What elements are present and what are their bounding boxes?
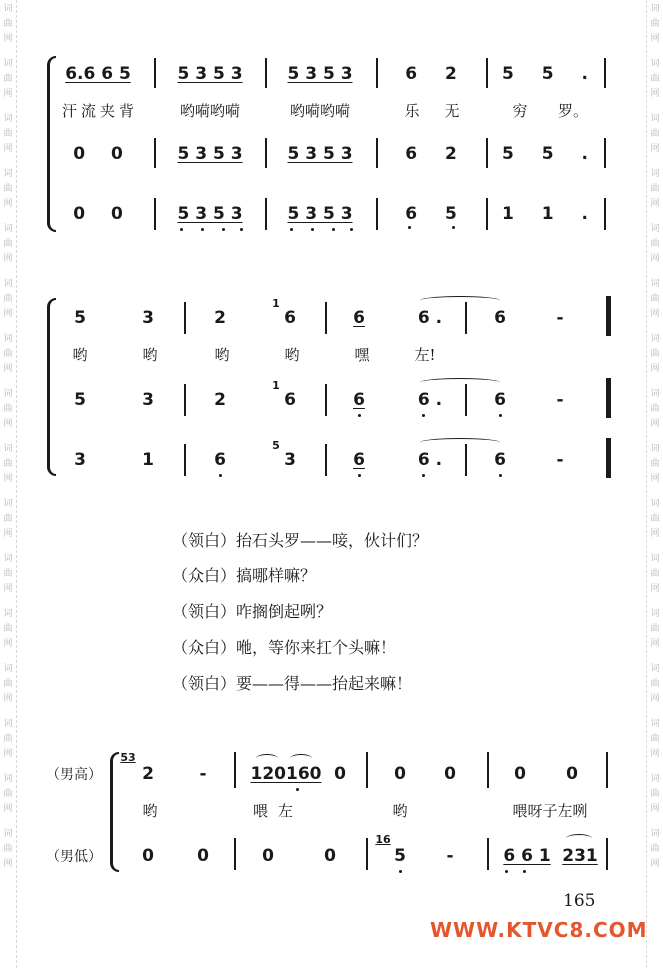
octave-dot (332, 228, 335, 231)
watermark-glyph: 网 (3, 199, 13, 209)
lyric: 乐 (404, 102, 420, 120)
barline (234, 838, 236, 870)
lyric: 穷 (512, 102, 528, 120)
note-cell: 6 (353, 308, 365, 328)
note-cell: 5 3 5 3 (177, 204, 243, 224)
note-cell: 6 . (417, 390, 443, 410)
watermark-glyph: 词 (3, 114, 13, 124)
lyric: 汗流夹背 (61, 102, 139, 120)
note-cell: 5 3 5 3 (287, 64, 353, 84)
watermark-glyph: 网 (650, 144, 660, 154)
note-cell: 6 6 1 (503, 846, 551, 866)
watermark-glyph: 词 (3, 224, 13, 234)
barline (265, 58, 267, 88)
watermark-glyph: 网 (3, 254, 13, 264)
voice-label-low: （男低） (46, 849, 102, 865)
watermark-glyph: 词 (650, 334, 660, 344)
octave-dot (452, 226, 455, 229)
watermark-glyph: 词 (3, 4, 13, 14)
barline (606, 838, 608, 870)
watermark-glyph: 曲 (650, 734, 660, 744)
watermark-glyph: 词 (650, 609, 660, 619)
barline (486, 138, 488, 168)
dialogue-line: （众白）搞哪样嘛？ (172, 566, 317, 585)
watermark-glyph: 曲 (650, 624, 660, 634)
note-cell: 5 (74, 308, 86, 328)
barline (486, 198, 488, 230)
octave-dot (422, 474, 425, 477)
watermark-glyph: 词 (650, 444, 660, 454)
watermark-glyph: 曲 (650, 514, 660, 524)
octave-dot (358, 474, 361, 477)
octave-dot (422, 414, 425, 417)
lyric: 哟 (72, 346, 88, 364)
note-cell: 0 (262, 846, 274, 866)
grace-note: 5 (272, 439, 280, 452)
tie-arc (420, 296, 500, 305)
tie-arc (420, 438, 500, 447)
watermark-glyph: 词 (3, 829, 13, 839)
watermark-glyph: 词 (650, 279, 660, 289)
note-cell: 5 3 5 3 (177, 64, 243, 84)
site-watermark: WWW.KTVC8.COM (430, 918, 648, 942)
note-cell: 0 (514, 764, 526, 784)
watermark-glyph: 词 (3, 664, 13, 674)
watermark-glyph: 网 (3, 34, 13, 44)
lyric: 哟 (284, 346, 300, 364)
watermark-glyph: 曲 (3, 349, 13, 359)
barline (606, 752, 608, 788)
watermark-glyph: 网 (650, 694, 660, 704)
watermark-glyph: 曲 (650, 184, 660, 194)
octave-dot (201, 228, 204, 231)
watermark-glyph: 曲 (650, 129, 660, 139)
lyric: 哟 (392, 802, 408, 820)
watermark-glyph: 网 (3, 584, 13, 594)
right-watermark-strip (646, 0, 663, 968)
note-cell: 0 (566, 764, 578, 784)
note-cell: 5 3 5 3 (287, 144, 353, 164)
watermark-glyph: 曲 (3, 459, 13, 469)
barline (184, 444, 186, 476)
octave-dot (296, 788, 299, 791)
tie-arc (256, 754, 278, 763)
note-cell: - (446, 846, 454, 866)
barline (325, 302, 327, 334)
lyric: 哟 (142, 346, 158, 364)
watermark-glyph: 词 (3, 279, 13, 289)
octave-dot (219, 474, 222, 477)
watermark-glyph: 网 (3, 364, 13, 374)
lyric: 哟嗬哟嗬 (179, 102, 241, 120)
dialogue-line: （领白）抬石头罗——唼，伙计们？ (172, 531, 429, 550)
barline (184, 384, 186, 416)
watermark-glyph: 网 (3, 529, 13, 539)
lyric: 哟 (214, 346, 230, 364)
watermark-glyph: 词 (3, 774, 13, 784)
watermark-glyph: 词 (650, 114, 660, 124)
watermark-glyph: 词 (650, 664, 660, 674)
watermark-glyph: 曲 (650, 349, 660, 359)
note-cell: 1 (142, 450, 154, 470)
note-cell: 6 (353, 390, 365, 410)
note-cell: 6 (494, 450, 506, 470)
octave-dot (523, 870, 526, 873)
note-cell: 5 (394, 846, 406, 866)
watermark-glyph: 网 (650, 639, 660, 649)
watermark-glyph: 网 (650, 584, 660, 594)
lyric: 喂呀子左咧 (512, 802, 588, 820)
watermark-glyph: 词 (3, 389, 13, 399)
note-cell: 6.6 6 5 (65, 64, 131, 84)
system-bracket (47, 56, 56, 232)
system-bracket (110, 752, 119, 872)
watermark-glyph: 曲 (650, 239, 660, 249)
octave-dot (505, 870, 508, 873)
note-cell: 0 0 (73, 204, 123, 224)
watermark-glyph: 网 (3, 309, 13, 319)
watermark-glyph: 词 (650, 4, 660, 14)
note-cell: 0 (334, 764, 346, 784)
lyric: 喂左 (252, 802, 304, 820)
watermark-glyph: 网 (650, 749, 660, 759)
watermark-glyph: 网 (650, 89, 660, 99)
page-number: 165 (563, 891, 596, 911)
watermark-glyph: 词 (650, 389, 660, 399)
watermark-glyph: 词 (3, 609, 13, 619)
watermark-glyph: 网 (650, 34, 660, 44)
barline (604, 138, 606, 168)
note-cell: 6 (353, 450, 365, 470)
octave-dot (499, 474, 502, 477)
watermark-glyph: 词 (3, 444, 13, 454)
watermark-glyph: 词 (3, 334, 13, 344)
barline (234, 752, 236, 788)
note-cell: 0 0 (73, 144, 123, 164)
barline (465, 302, 467, 334)
note-cell: 5 3 5 3 (287, 204, 353, 224)
watermark-glyph: 网 (650, 199, 660, 209)
note-cell: 3 (74, 450, 86, 470)
watermark-glyph: 网 (650, 309, 660, 319)
barline (465, 444, 467, 476)
octave-dot (180, 228, 183, 231)
watermark-glyph: 网 (3, 474, 13, 484)
watermark-glyph: 网 (650, 254, 660, 264)
barline (376, 58, 378, 88)
grace-note: 16 (375, 833, 391, 846)
final-barline (606, 378, 611, 418)
note-cell: 1 1 . (502, 204, 588, 224)
octave-dot (311, 228, 314, 231)
voice-label-high: （男高） (46, 767, 102, 783)
grace-note: 1 (272, 297, 280, 310)
watermark-glyph: 曲 (3, 19, 13, 29)
note-cell: 6 . (417, 308, 443, 328)
watermark-glyph: 网 (3, 749, 13, 759)
watermark-glyph: 曲 (3, 569, 13, 579)
watermark-glyph: 词 (650, 774, 660, 784)
barline (604, 198, 606, 230)
watermark-glyph: 词 (3, 719, 13, 729)
watermark-glyph: 曲 (650, 404, 660, 414)
note-cell: 6 (494, 308, 506, 328)
watermark-glyph: 词 (3, 169, 13, 179)
note-cell: - (556, 308, 564, 328)
watermark-glyph: 网 (650, 804, 660, 814)
note-cell: 3 (142, 390, 154, 410)
watermark-glyph: 曲 (3, 404, 13, 414)
lyric: 嘿 (354, 346, 370, 364)
watermark-glyph: 网 (3, 639, 13, 649)
note-cell: 0 (324, 846, 336, 866)
note-cell: 0 (197, 846, 209, 866)
watermark-glyph: 曲 (3, 844, 13, 854)
grace-note: 1 (272, 379, 280, 392)
dialogue-line: （众白）咃，等你来扛个头嘛！ (172, 638, 397, 657)
octave-dot (240, 228, 243, 231)
octave-dot (408, 226, 411, 229)
note-cell: 120160 (250, 764, 322, 784)
watermark-glyph: 词 (3, 554, 13, 564)
watermark-glyph: 词 (650, 719, 660, 729)
tie-arc (420, 378, 500, 387)
note-cell: 3 (142, 308, 154, 328)
note-cell: 2 (142, 764, 154, 784)
final-barline (606, 438, 611, 478)
note-cell: - (556, 450, 564, 470)
barline (376, 138, 378, 168)
note-cell: - (556, 390, 564, 410)
note-cell: - (199, 764, 207, 784)
watermark-glyph: 曲 (3, 624, 13, 634)
dialogue-line: （领白）咋搁倒起咧？ (172, 602, 333, 621)
lyric: 哟 (142, 802, 158, 820)
watermark-glyph: 词 (3, 499, 13, 509)
watermark-glyph: 网 (3, 859, 13, 869)
octave-dot (358, 414, 361, 417)
system-bracket (47, 298, 56, 476)
watermark-glyph: 网 (650, 859, 660, 869)
note-cell: 3 (284, 450, 296, 470)
barline (265, 198, 267, 230)
watermark-glyph: 网 (3, 694, 13, 704)
watermark-glyph: 曲 (650, 294, 660, 304)
watermark-glyph: 曲 (3, 514, 13, 524)
barline (487, 752, 489, 788)
watermark-glyph: 曲 (650, 844, 660, 854)
barline (184, 302, 186, 334)
watermark-glyph: 曲 (3, 74, 13, 84)
watermark-glyph: 曲 (3, 789, 13, 799)
barline (154, 58, 156, 88)
octave-dot (499, 414, 502, 417)
dialogue-line: （领白）要——得——抬起来嘛！ (172, 674, 413, 693)
note-cell: 2 (214, 390, 226, 410)
barline (265, 138, 267, 168)
watermark-glyph: 词 (650, 554, 660, 564)
note-cell: 6 (284, 390, 296, 410)
note-cell: 5 3 5 3 (177, 144, 243, 164)
watermark-glyph: 网 (3, 89, 13, 99)
note-cell: 5 5 . (502, 144, 588, 164)
watermark-glyph: 网 (3, 419, 13, 429)
barline (487, 838, 489, 870)
final-barline (606, 296, 611, 336)
lyric: 无 (444, 102, 460, 120)
watermark-glyph: 曲 (650, 569, 660, 579)
watermark-glyph: 曲 (3, 679, 13, 689)
barline (325, 384, 327, 416)
lyric: 左! (414, 346, 436, 364)
watermark-glyph: 曲 (3, 734, 13, 744)
note-cell: 2 (214, 308, 226, 328)
note-cell: 6 (214, 450, 226, 470)
barline (154, 198, 156, 230)
watermark-glyph: 词 (650, 829, 660, 839)
barline (325, 444, 327, 476)
left-watermark-strip (0, 0, 17, 968)
note-cell: 6 2 (405, 144, 457, 164)
barline (604, 58, 606, 88)
octave-dot (350, 228, 353, 231)
note-cell: 0 (444, 764, 456, 784)
watermark-glyph: 网 (650, 364, 660, 374)
watermark-glyph: 曲 (3, 239, 13, 249)
watermark-glyph: 曲 (3, 129, 13, 139)
watermark-glyph: 网 (3, 144, 13, 154)
note-cell: 231 (562, 846, 598, 866)
barline (376, 198, 378, 230)
barline (366, 752, 368, 788)
barline (154, 138, 156, 168)
barline (366, 838, 368, 870)
watermark-glyph: 词 (3, 59, 13, 69)
note-cell: 0 (142, 846, 154, 866)
tie-arc (566, 834, 592, 843)
note-cell: 5 5 . (502, 64, 588, 84)
note-cell: 6 2 (405, 64, 457, 84)
watermark-glyph: 词 (650, 169, 660, 179)
watermark-glyph: 词 (650, 224, 660, 234)
note-cell: 6 5 (405, 204, 457, 224)
watermark-glyph: 曲 (650, 74, 660, 84)
octave-dot (290, 228, 293, 231)
watermark-glyph: 网 (650, 419, 660, 429)
watermark-glyph: 曲 (650, 459, 660, 469)
note-cell: 0 (394, 764, 406, 784)
watermark-glyph: 曲 (3, 184, 13, 194)
watermark-glyph: 网 (3, 804, 13, 814)
watermark-glyph: 曲 (650, 789, 660, 799)
watermark-glyph: 网 (650, 474, 660, 484)
note-cell: 6 (494, 390, 506, 410)
watermark-glyph: 网 (650, 529, 660, 539)
watermark-glyph: 词 (650, 499, 660, 509)
grace-note: 53 (120, 751, 136, 764)
lyric: 罗。 (557, 102, 589, 120)
note-cell: 6 . (417, 450, 443, 470)
watermark-glyph: 词 (650, 59, 660, 69)
barline (486, 58, 488, 88)
barline (465, 384, 467, 416)
octave-dot (222, 228, 225, 231)
watermark-glyph: 曲 (650, 679, 660, 689)
tie-arc (290, 754, 312, 763)
watermark-glyph: 曲 (3, 294, 13, 304)
note-cell: 6 (284, 308, 296, 328)
octave-dot (399, 870, 402, 873)
watermark-glyph: 曲 (650, 19, 660, 29)
note-cell: 5 (74, 390, 86, 410)
lyric: 哟嗬哟嗬 (289, 102, 351, 120)
